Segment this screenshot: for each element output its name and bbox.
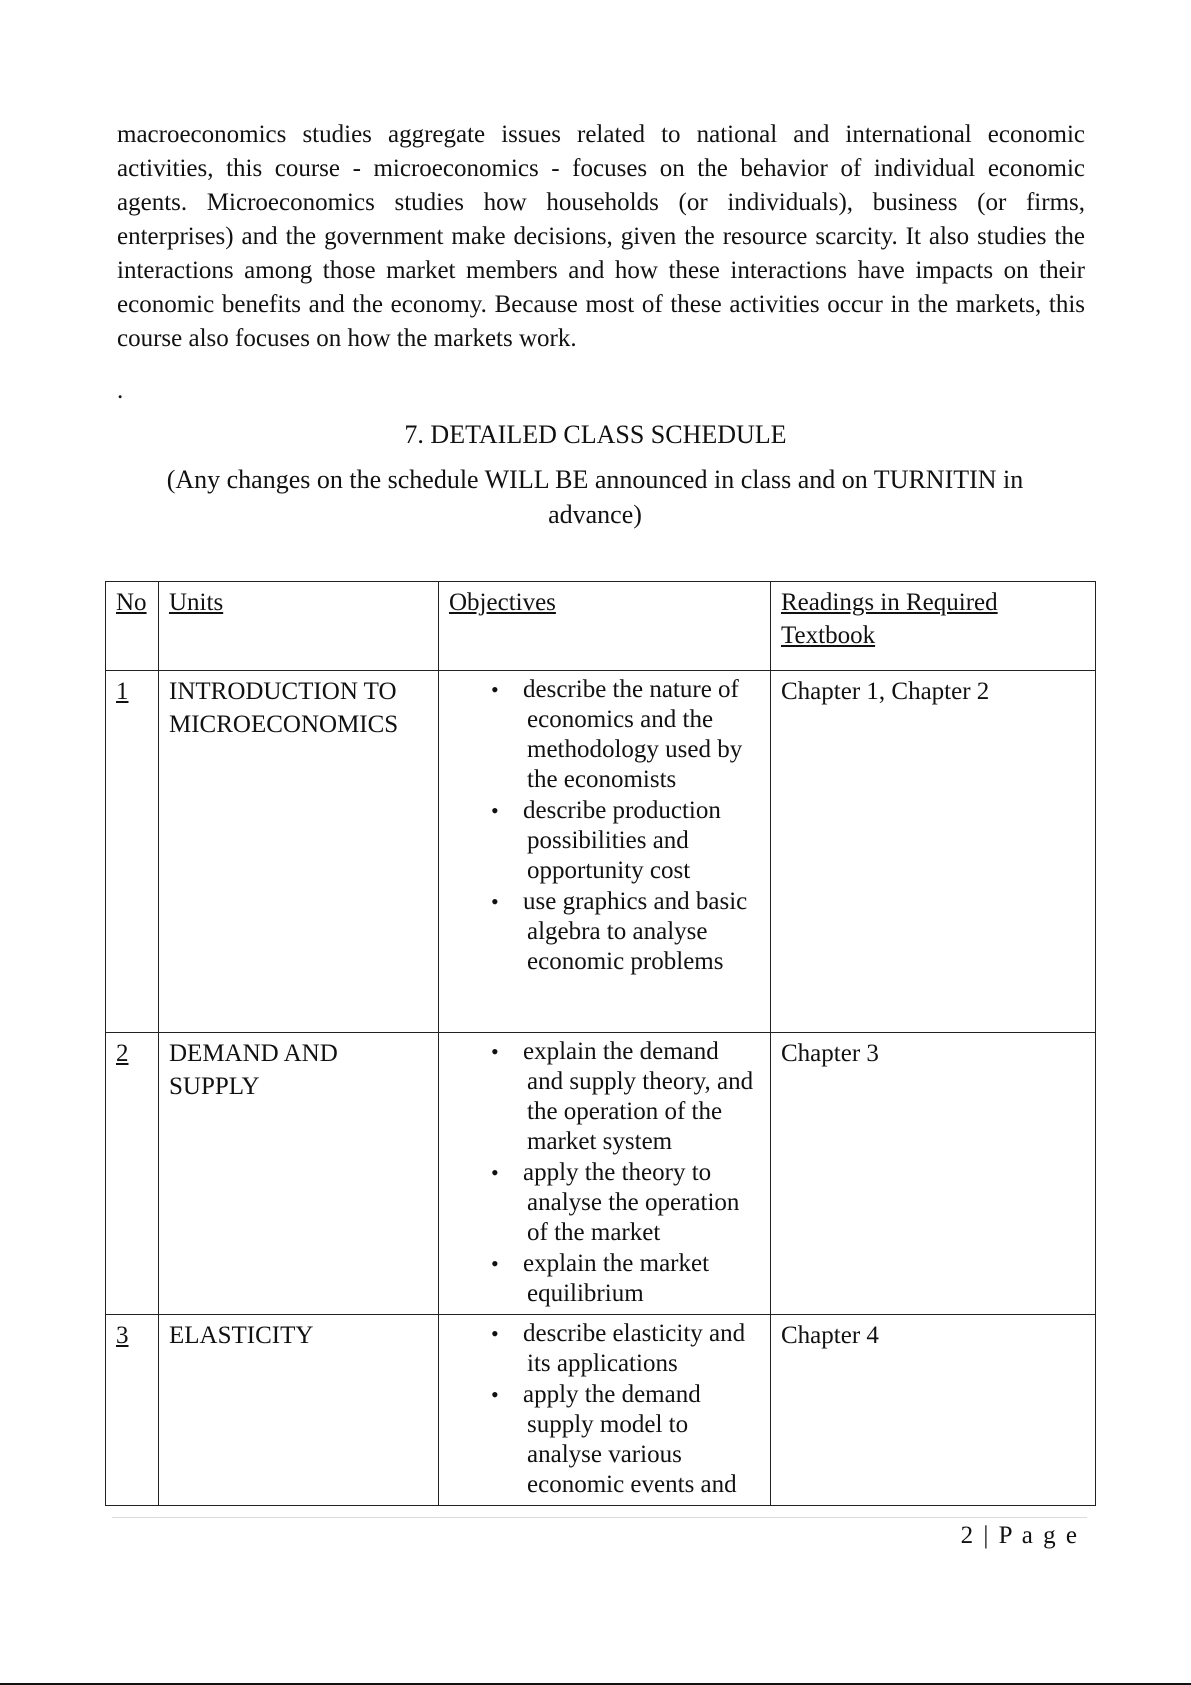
row-readings: Chapter 1, Chapter 2 [771, 671, 1096, 1033]
row-unit: INTRODUCTION TO MICROECONOMICS [159, 671, 439, 1033]
row-no: 1 [106, 671, 159, 1033]
row-objectives [439, 1033, 771, 1315]
row-no: 2 [106, 1033, 159, 1315]
objective-item: • explain the demand and supply theory, and the operation of the market system [501, 1037, 760, 1157]
objective-item: • explain the market equilibrium [501, 1249, 760, 1309]
header-readings: Readings in Required Textbook [771, 582, 1096, 671]
intro-paragraph: macroeconomics studies aggregate issues related to national and international economic activities, this course - microeconomics - focuses on the behavior of individual economic agents. Microeconomics studies how households (or individuals), business (or firms, enterprises) and the government make decisions, given the resource scarcity. It also studies the interactions among those market members and how these interactions have impacts on their economic benefits and the economy. Because most of these activities occur in the markets, this course also focuses on how the markets work. [117, 121, 1085, 352]
objective-item: • apply the demand supply model to analyse various economic events and [501, 1380, 760, 1500]
stray-mark: . [117, 377, 124, 404]
row-unit: ELASTICITY [159, 1315, 439, 1506]
table-header-row [106, 582, 1096, 671]
header-units: Units [159, 582, 439, 671]
page-number: 2 | P a g e [960, 1522, 1079, 1549]
row-objectives [439, 1315, 771, 1506]
header-objectives: Objectives [439, 582, 771, 671]
objective-item: • describe production possibilities and opportunity cost [501, 796, 760, 886]
row-objectives [439, 671, 771, 1033]
table-row [106, 1315, 1096, 1506]
section-note: (Any changes on the schedule WILL BE announced in class and on TURNITIN in advance) [166, 465, 1024, 529]
row-readings: Chapter 3 [771, 1033, 1096, 1315]
section-title: 7. DETAILED CLASS SCHEDULE [404, 420, 787, 449]
header-no: No [106, 582, 159, 671]
schedule-table [105, 581, 1096, 1506]
row-readings: Chapter 4 [771, 1315, 1096, 1506]
table-row [106, 671, 1096, 1033]
table-row [106, 1033, 1096, 1315]
footer-divider [112, 1517, 1087, 1518]
objective-item: • use graphics and basic algebra to analyse economic problems [501, 887, 760, 977]
objective-item: • describe the nature of economics and the methodology used by the economists [501, 675, 760, 795]
row-unit: DEMAND AND SUPPLY [159, 1033, 439, 1315]
objective-item: • apply the theory to analyse the operation of the market [501, 1158, 760, 1248]
row-no: 3 [106, 1315, 159, 1506]
objective-item: • describe elasticity and its applications [501, 1319, 760, 1379]
